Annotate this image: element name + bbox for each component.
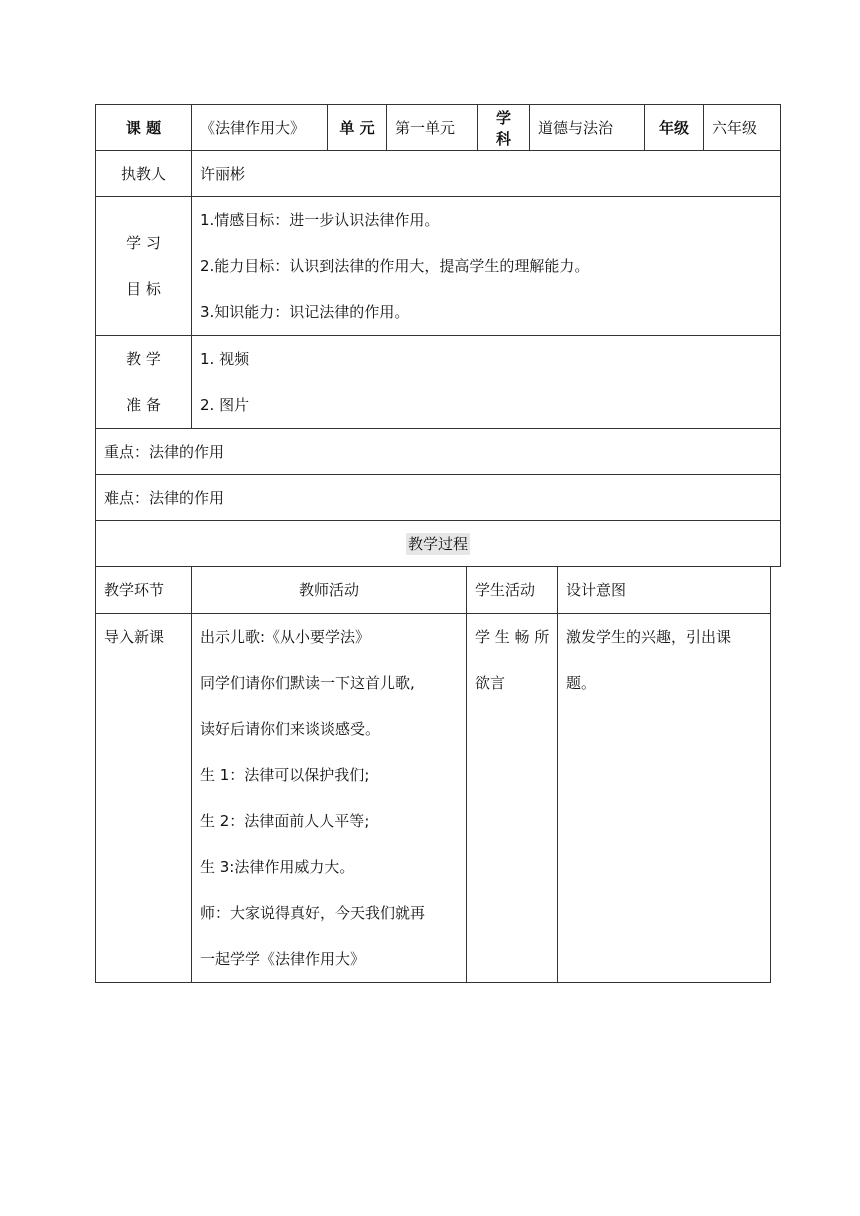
prep-row <box>96 336 781 429</box>
prep-item: 1. 视频 <box>200 350 250 368</box>
teacher-line: 同学们请你们默读一下这首儿歌, <box>200 673 415 692</box>
process-header-intent: 设计意图 <box>558 567 771 613</box>
teacher-label: 执教人 <box>96 151 192 197</box>
intent-line: 激发学生的兴趣，引出课 <box>566 627 732 646</box>
difficulty-row <box>96 475 781 521</box>
student-line: 欲言 <box>475 673 506 692</box>
teacher-row <box>96 151 781 197</box>
process-row <box>96 613 771 982</box>
prep-item: 2. 图片 <box>200 396 250 414</box>
objectives-label-line2: 目 标 <box>126 280 161 298</box>
prep-label <box>96 336 192 429</box>
grade-label: 年级 <box>645 105 704 151</box>
key-point-row <box>96 429 781 475</box>
objectives-list <box>192 197 781 336</box>
process-header-stage: 教学环节 <box>96 567 192 613</box>
prep-label-line1: 教 学 <box>126 350 161 368</box>
objective-item: 1.情感目标：进一步认识法律作用。 <box>200 211 440 229</box>
teacher-line: 生 3:法律作用威力大。 <box>200 857 355 876</box>
subject-label: 学 科 <box>478 105 530 151</box>
objectives-label <box>96 197 192 336</box>
grade-value: 六年级 <box>704 105 781 151</box>
process-student-cell <box>467 613 558 982</box>
teacher-value: 许丽彬 <box>192 151 781 197</box>
intent-line: 题。 <box>566 673 597 692</box>
teacher-line: 师：大家说得真好，今天我们就再 <box>200 903 426 922</box>
process-header-teacher: 教师活动 <box>192 567 467 613</box>
process-stage-cell <box>96 613 192 982</box>
student-line: 学 生 畅 所 <box>475 627 550 646</box>
teacher-line: 出示儿歌:《从小要学法》 <box>200 627 371 646</box>
process-stage: 导入新课 <box>104 627 165 646</box>
teacher-line: 读好后请你们来谈谈感受。 <box>200 719 381 738</box>
prep-list <box>192 336 781 429</box>
process-title: 教学过程 <box>407 535 468 553</box>
process-header-student: 学生活动 <box>467 567 558 613</box>
process-table <box>95 567 771 983</box>
unit-label: 单 元 <box>328 105 387 151</box>
process-title-row <box>96 521 781 567</box>
teacher-line: 一起学学《法律作用大》 <box>200 949 366 968</box>
objective-item: 3.知识能力：识记法律的作用。 <box>200 303 410 321</box>
unit-value: 第一单元 <box>387 105 478 151</box>
process-teacher-cell <box>192 613 467 982</box>
lesson-plan-table <box>95 104 781 567</box>
difficulty: 难点：法律的作用 <box>96 475 781 521</box>
subject-value: 道德与法治 <box>530 105 645 151</box>
prep-label-line2: 准 备 <box>126 396 161 414</box>
process-title-cell <box>96 521 781 567</box>
objectives-row <box>96 197 781 336</box>
header-row <box>96 105 781 151</box>
teacher-line: 生 1：法律可以保护我们; <box>200 765 370 784</box>
process-header-row <box>96 567 771 613</box>
key-point: 重点：法律的作用 <box>96 429 781 475</box>
course-label: 课 题 <box>96 105 192 151</box>
objectives-label-line1: 学 习 <box>126 234 161 252</box>
objective-item: 2.能力目标：认识到法律的作用大，提高学生的理解能力。 <box>200 257 590 275</box>
lesson-plan <box>95 104 770 983</box>
process-intent-cell <box>558 613 771 982</box>
course-value: 《法律作用大》 <box>192 105 328 151</box>
teacher-line: 生 2：法律面前人人平等; <box>200 811 370 830</box>
